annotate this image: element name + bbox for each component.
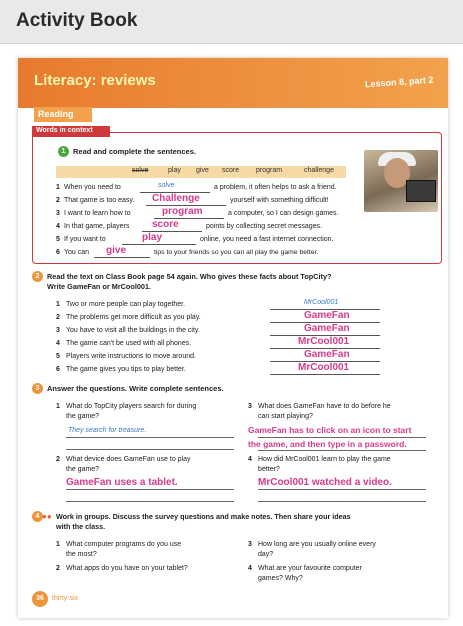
activity-page	[18, 58, 448, 618]
item-number: 2	[56, 197, 60, 204]
survey-question: How long are you usually online every	[258, 541, 376, 548]
page-number-text: thirty-six	[52, 595, 79, 602]
word-bank-item: solve	[132, 167, 149, 174]
question-text: the game?	[66, 413, 100, 420]
answer-handwritten: program	[162, 206, 203, 217]
exercise-instruction: with the class.	[56, 522, 106, 531]
word-bank-item: challenge	[304, 167, 334, 174]
section-label: Reading	[34, 107, 92, 122]
item-number: 1	[56, 184, 60, 191]
exercise-number: 2	[32, 271, 43, 282]
survey-question: the most?	[66, 551, 97, 558]
answer-example: solve	[158, 182, 175, 189]
exercise-instruction: Write GameFan or MrCool001.	[47, 282, 152, 291]
survey-question: What apps do you have on your tablet?	[66, 565, 188, 572]
exercise-number: 4	[32, 511, 43, 522]
answer-handwritten: the game, and then type in a password.	[248, 439, 407, 449]
word-bank-item: give	[196, 167, 209, 174]
item-number: 2	[56, 565, 60, 572]
fact-text: Two or more people can play together.	[66, 301, 186, 308]
app-header	[0, 0, 463, 44]
sentence-end: yourself with something difficult!	[230, 197, 329, 204]
question-text: What device does GameFan use to play	[66, 456, 191, 463]
words-in-context-tag: Words in context	[32, 126, 110, 137]
item-number: 4	[248, 456, 252, 463]
lesson-banner	[18, 58, 448, 108]
kid-with-computer-photo	[364, 150, 438, 212]
item-number: 3	[248, 541, 252, 548]
sentence-start: I want to learn how to	[64, 210, 131, 217]
question-text: What does GameFan have to do before he	[258, 403, 391, 410]
fact-text: The game can't be used with all phones.	[66, 340, 192, 347]
item-number: 6	[56, 249, 60, 256]
answer-line[interactable]	[66, 489, 234, 490]
item-number: 5	[56, 353, 60, 360]
answer-example: They search for treasure.	[68, 427, 147, 434]
item-number: 2	[56, 456, 60, 463]
word-bank-item: score	[222, 167, 240, 174]
answer-handwritten: GameFan	[304, 310, 350, 321]
answer-handwritten: GameFan uses a tablet.	[66, 477, 178, 488]
answer-blank[interactable]	[140, 183, 210, 193]
question-text: How did MrCool001 learn to play the game	[258, 456, 391, 463]
banner-title: Literacy: reviews	[34, 72, 156, 89]
answer-line[interactable]	[258, 489, 426, 490]
item-number: 1	[56, 301, 60, 308]
answer-line[interactable]	[66, 449, 234, 450]
exercise-instruction: Answer the questions. Write complete sentences.	[47, 384, 224, 393]
question-text: can start playing?	[258, 413, 313, 420]
survey-question: What are your favourite computer	[258, 565, 362, 572]
fact-text: The game gives you tips to play better.	[66, 366, 186, 373]
item-number: 2	[56, 314, 60, 321]
question-text: the game?	[66, 466, 100, 473]
answer-handwritten: GameFan has to click on an icon to start	[248, 425, 412, 435]
item-number: 3	[56, 327, 60, 334]
fact-text: The problems get more difficult as you play.	[66, 314, 201, 321]
answer-handwritten: give	[106, 245, 127, 256]
fact-text: You have to visit all the buildings in the city.	[66, 327, 200, 334]
sentence-end: online, you need a fast internet connection.	[200, 236, 334, 243]
page-number-badge: 36	[32, 591, 48, 607]
exercise-number: 3	[32, 383, 43, 394]
app-title: Activity Book	[16, 10, 138, 31]
survey-question: What computer programs do you use	[66, 541, 182, 548]
answer-handwritten: MrCool001	[298, 362, 350, 373]
exercise-instruction: Read and complete the sentences.	[73, 147, 196, 156]
question-text: What do TopCity players search for during	[66, 403, 197, 410]
answer-line[interactable]	[258, 437, 426, 438]
exercise-number: 1	[58, 146, 69, 157]
item-number: 1	[56, 541, 60, 548]
item-number: 4	[248, 565, 252, 572]
answer-line[interactable]	[66, 501, 234, 502]
answer-handwritten: GameFan	[304, 323, 350, 334]
answer-handwritten: GameFan	[304, 349, 350, 360]
sentence-start: That game is too easy.	[64, 197, 135, 204]
item-number: 1	[56, 403, 60, 410]
sentence-end: a problem, it often helps to ask a friend.	[214, 184, 337, 191]
sentence-start: In that game, players	[64, 223, 130, 230]
word-bank	[56, 166, 346, 178]
item-number: 5	[56, 236, 60, 243]
sentence-end: points by collecting secret messages.	[206, 223, 322, 230]
survey-question: games? Why?	[258, 575, 303, 582]
group-work-icon: ●●	[42, 512, 52, 521]
answer-example: MrCool001	[304, 299, 339, 306]
answer-line[interactable]	[66, 437, 234, 438]
fact-text: Players write instructions to move around.	[66, 353, 196, 360]
item-number: 4	[56, 340, 60, 347]
sentence-start: If you want to	[64, 236, 106, 243]
item-number: 4	[56, 223, 60, 230]
sentence-end: tips to your friends so you can all play the game better.	[154, 249, 319, 256]
exercise-instruction: Work in groups. Discuss the survey questions and make notes. Then share your ideas	[56, 512, 351, 521]
question-text: better?	[258, 466, 280, 473]
sentence-end: a computer, so I can design games.	[228, 210, 339, 217]
item-number: 3	[56, 210, 60, 217]
answer-line[interactable]	[258, 450, 426, 451]
answer-handwritten: score	[152, 219, 179, 230]
answer-handwritten: MrCool001 watched a video.	[258, 477, 392, 488]
sentence-start: You can	[64, 249, 90, 256]
sentence-start: When you need to	[64, 184, 121, 191]
exercise-instruction: Read the text on Class Book page 54 again. Who gives these facts about TopCity?	[47, 272, 332, 281]
word-bank-item: program	[256, 167, 283, 174]
photo-detail	[406, 180, 436, 202]
survey-question: day?	[258, 551, 274, 558]
answer-handwritten: Challenge	[152, 193, 200, 204]
item-number: 6	[56, 366, 60, 373]
word-bank-item: play	[168, 167, 181, 174]
lesson-label: Lesson 8, part 2	[365, 74, 435, 90]
answer-handwritten: MrCool001	[298, 336, 350, 347]
answer-handwritten: play	[142, 232, 163, 243]
answer-line[interactable]	[258, 501, 426, 502]
item-number: 3	[248, 403, 252, 410]
